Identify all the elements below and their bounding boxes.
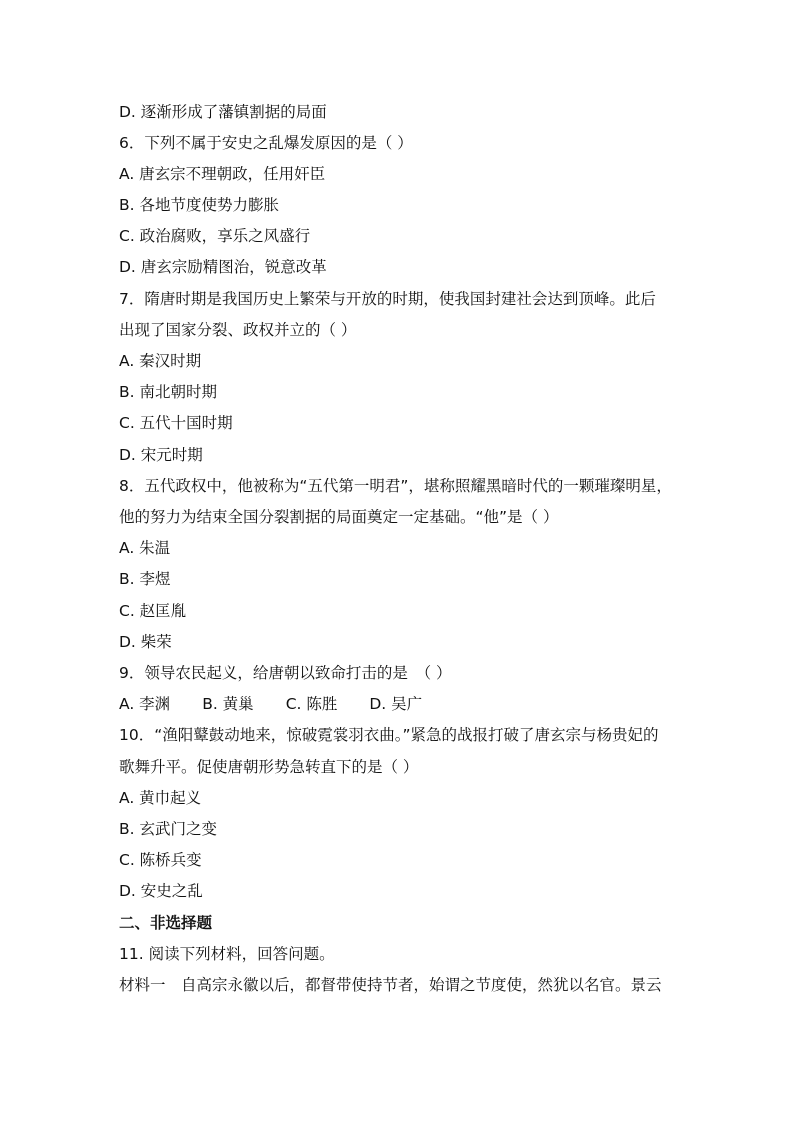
q8-stem-line1: 8．五代政权中，他被称为“五代第一明君”，堪称照耀黑暗时代的一颗璀璨明星， bbox=[119, 477, 672, 495]
q6-stem: 6．下列不属于安史之乱爆发原因的是（ ） bbox=[119, 134, 413, 152]
q7-option-d: D. 宋元时期 bbox=[119, 446, 203, 464]
q10-option-d: D. 安史之乱 bbox=[119, 882, 203, 900]
q9-option-c: C. 陈胜 bbox=[285, 695, 338, 713]
q6-option-d: D. 唐玄宗励精图治，锐意改革 bbox=[119, 258, 327, 276]
q10-option-b: B. 玄武门之变 bbox=[119, 820, 217, 838]
q6-option-b: B. 各地节度使势力膨胀 bbox=[119, 196, 279, 214]
q7-option-c: C. 五代十国时期 bbox=[119, 414, 233, 432]
q11-stem: 11. 阅读下列材料，回答问题。 bbox=[119, 945, 335, 963]
section-heading: 二、非选择题 bbox=[119, 914, 213, 932]
q5-option-d: D. 逐渐形成了藩镇割据的局面 bbox=[119, 103, 327, 121]
q8-option-d: D. 柴荣 bbox=[119, 633, 172, 651]
q8-stem-line2: 他的努力为结束全国分裂割据的局面奠定一定基础。“他”是（ ） bbox=[119, 508, 559, 526]
q6-option-c: C. 政治腐败，享乐之风盛行 bbox=[119, 227, 311, 245]
q9-option-a: A. 李渊 bbox=[119, 695, 171, 713]
q9-stem: 9．领导农民起义，给唐朝以致命打击的是 （ ） bbox=[119, 664, 452, 682]
q9-options bbox=[119, 694, 422, 714]
q10-option-c: C. 陈桥兵变 bbox=[119, 851, 202, 869]
q6-option-a: A. 唐玄宗不理朝政，任用奸臣 bbox=[119, 165, 326, 183]
q7-option-b: B. 南北朝时期 bbox=[119, 383, 217, 401]
q9-option-b: B. 黄巢 bbox=[202, 695, 254, 713]
q10-option-a: A. 黄巾起义 bbox=[119, 789, 202, 807]
q8-option-c: C. 赵匡胤 bbox=[119, 602, 187, 620]
q8-option-a: A. 朱温 bbox=[119, 539, 171, 557]
q10-stem-line2: 歌舞升平。促使唐朝形势急转直下的是（ ） bbox=[119, 758, 419, 776]
q10-stem-line1: 10．“渔阳鼙鼓动地来，惊破霓裳羽衣曲。”紧急的战报打破了唐玄宗与杨贵妃的 bbox=[119, 726, 659, 744]
q11-material-1: 材料一 自高宗永徽以后，都督带使持节者，始谓之节度使，然犹以名官。景云 bbox=[119, 976, 662, 994]
q9-option-d: D. 吴广 bbox=[369, 695, 423, 713]
q7-option-a: A. 秦汉时期 bbox=[119, 352, 202, 370]
q7-stem-line2: 出现了国家分裂、政权并立的（ ） bbox=[119, 321, 357, 339]
q7-stem-line1: 7．隋唐时期是我国历史上繁荣与开放的时期，使我国封建社会达到顶峰。此后 bbox=[119, 290, 656, 308]
q8-option-b: B. 李煜 bbox=[119, 570, 171, 588]
